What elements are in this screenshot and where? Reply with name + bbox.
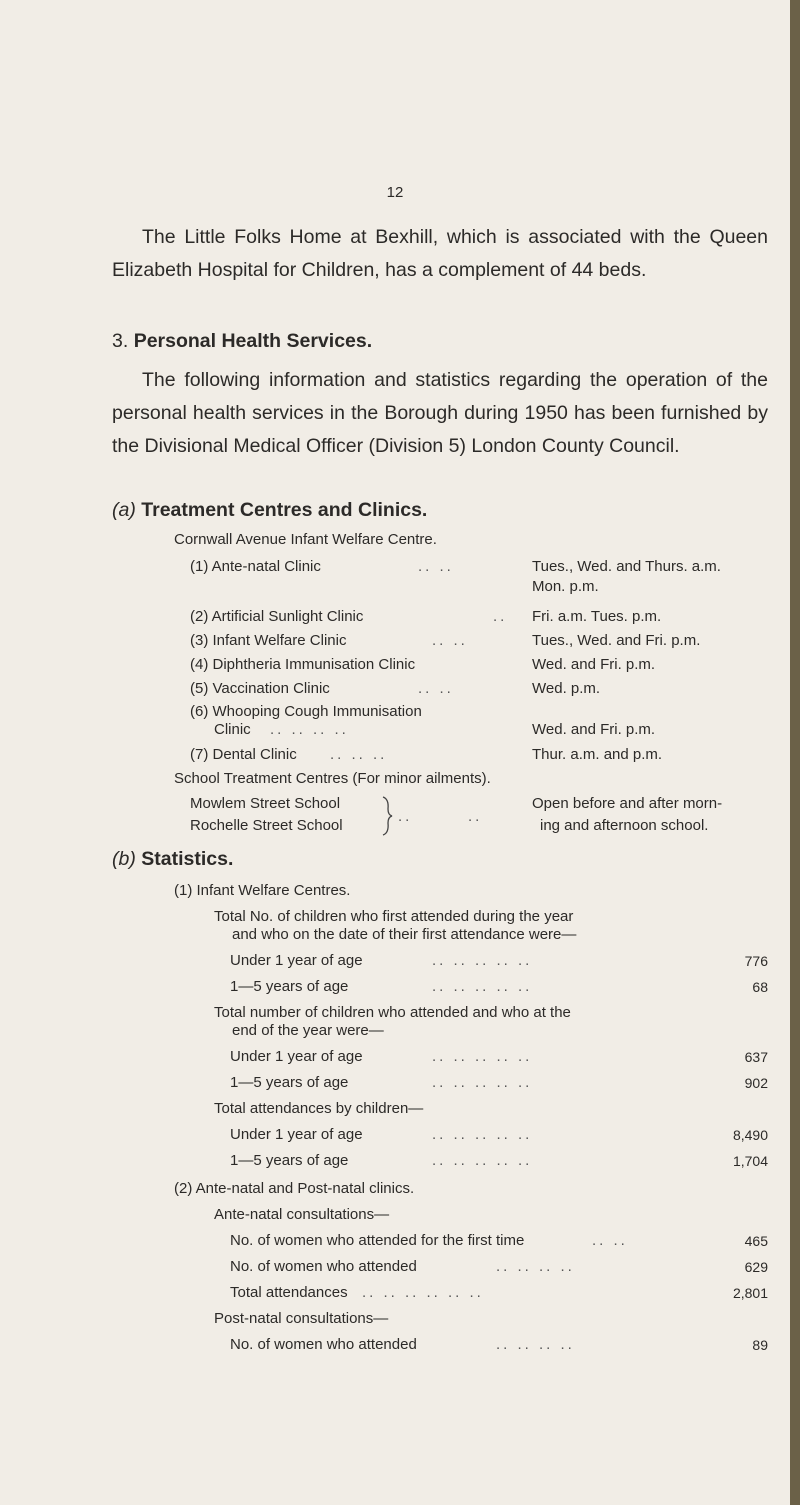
school-hours: Open before and after morn- xyxy=(532,795,723,812)
clinic-name: Clinic xyxy=(214,721,251,738)
part-b-label: (b) xyxy=(112,848,136,870)
clinic-name: (3) Infant Welfare Clinic xyxy=(190,632,347,649)
part-b-title: Statistics. xyxy=(141,848,234,870)
stat-subheading: Total attendances by children— xyxy=(214,1100,424,1117)
stat-subheading: Total No. of children who first attended during the year xyxy=(214,908,574,925)
stat-label: No. of women who attended for the first time xyxy=(230,1232,525,1249)
stat-subheading: end of the year were— xyxy=(232,1022,384,1039)
clinic-name: (2) Artificial Sunlight Clinic xyxy=(190,608,364,625)
clinic-time: Wed. and Fri. p.m. xyxy=(532,656,656,673)
stat-label: Total attendances xyxy=(230,1284,348,1301)
page-number: 12 xyxy=(386,184,404,201)
stat-value: 902 xyxy=(744,1075,768,1091)
stat-subheading: and who on the date of their first attendance were— xyxy=(232,926,577,943)
clinic-time: Tues., Wed. and Fri. p.m. xyxy=(532,632,701,649)
stat-label: No. of women who attended xyxy=(230,1258,417,1275)
natal-clinics-title: (2) Ante-natal and Post-natal clinics. xyxy=(174,1180,415,1197)
stat-label: Under 1 year of age xyxy=(230,1126,363,1143)
stat-label: Under 1 year of age xyxy=(230,952,363,969)
clinic-name: (5) Vaccination Clinic xyxy=(190,680,330,697)
school-hours: ing and afternoon school. xyxy=(540,817,709,834)
stat-value: 8,490 xyxy=(732,1127,768,1143)
stat-label: 1—5 years of age xyxy=(230,1074,349,1091)
stat-value: 637 xyxy=(744,1049,768,1065)
stat-value: 2,801 xyxy=(732,1285,768,1301)
school-name: Rochelle Street School xyxy=(190,817,343,834)
section-3-heading xyxy=(112,330,372,353)
page-edge xyxy=(790,0,800,1505)
section-3-paragraph: The following information and statistics regarding the operation of the personal health services in the Borough during 1950 has been furnished by the Divisional Medical Officer (Division 5) London County Council. xyxy=(112,369,768,457)
clinic-time: Wed. p.m. xyxy=(532,680,601,697)
part-a-title: Treatment Centres and Clinics. xyxy=(141,499,428,521)
stat-subheading: Post-natal consultations— xyxy=(214,1310,389,1327)
stat-label: 1—5 years of age xyxy=(230,978,349,995)
document-page: 12 The Little Folks Home at Bexhill, which is associated with the Queen Elizabeth Hospital for Children, has a complement of 44 beds. 3. Personal Health Services. The following information and statistics regarding the operation of the personal health services in the Borough during 1950 has been furnished by the Divisional Medical Officer (Division 5) London County Council. (a) Treatment Centres and Clinics. Cornwall Avenue Infant Welfare Centre. (1) Ante-natal Clinic .. .. Tues., Wed. and Thurs. a.m. Mon. p.m. (2) Artificial Sunlight Clinic .. Fri. a.m. Tues. p.m. (3) Infant Welfare Clinic .. .. Tues., Wed. and Fri. p.m. (4) Diphtheria Immunisation Clinic Wed. and Fri. p.m. (5) Vaccination Clinic .. .. Wed. p.m. (6) Whooping Cough Immunisation Clinic .. .. .. .. Wed. and Fri. p.m. (7) Dental Clinic .. .. .. Thur. a.m. and p.m. School Treatment Centres (For minor ailments). Mowlem Street School Rochelle Street School .. .. Open before and after morn- ing and afternoon school. (b) Statistics. (1) Infant Welfare Centres. Total No. of children who first attended during the year and who on the date of their first attendance were— Under 1 year of age .. .. .. .. .. 776 1—5 years of age .. .. .. .. .. 68 Total number of children who attended and who at the end of the year were— Under 1 year of age .. .. .. .. .. 637 1—5 years of age .. .. .. .. .. 902 Total attendances by children— Under 1 year of age .. .. .. .. .. 8,490 1—5 years of age .. .. .. .. .. 1,704 (2) Ante-natal and Post-natal clinics. Ante-natal consultations— No. of women who attended for the first time .. .. 465 No. of women who attended .. .. .. .. 629 Total attendances .. .. .. .. .. .. 2,801 Post-natal consultations— No. of women who attended .. .. .. .. 89 xyxy=(0,0,790,1505)
clinic-time: Fri. a.m. Tues. p.m. xyxy=(532,608,662,625)
stat-value: 1,704 xyxy=(732,1153,768,1169)
section-3-number: 3. xyxy=(112,330,129,352)
clinic-name: (7) Dental Clinic xyxy=(190,746,297,763)
stat-value: 629 xyxy=(744,1259,768,1275)
clinic-name: (6) Whooping Cough Immunisation xyxy=(190,703,422,720)
clinic-time: Thur. a.m. and p.m. xyxy=(532,746,663,763)
stat-label: No. of women who attended xyxy=(230,1336,417,1353)
stat-value: 68 xyxy=(752,979,768,995)
stat-value: 89 xyxy=(752,1337,768,1353)
brace-mark xyxy=(380,795,394,837)
school-name: Mowlem Street School xyxy=(190,795,341,812)
infant-welfare-title: (1) Infant Welfare Centres. xyxy=(174,882,351,899)
school-title: School Treatment Centres (For minor ailments). xyxy=(174,770,491,787)
part-a-heading xyxy=(112,499,427,522)
stat-subheading: Ante-natal consultations— xyxy=(214,1206,390,1223)
intro-paragraph: The Little Folks Home at Bexhill, which is associated with the Queen Elizabeth Hospital for Children, has a complement of 44 beds. xyxy=(112,226,768,281)
stat-label: Under 1 year of age xyxy=(230,1048,363,1065)
part-a-label: (a) xyxy=(112,499,136,521)
clinic-name: (4) Diphtheria Immunisation Clinic xyxy=(190,656,416,673)
stat-subheading: Total number of children who attended and who at the xyxy=(214,1004,571,1021)
clinic-time: Wed. and Fri. p.m. xyxy=(532,721,656,738)
section-3-title: Personal Health Services. xyxy=(133,330,373,352)
stat-label: 1—5 years of age xyxy=(230,1152,349,1169)
cornwall-title: Cornwall Avenue Infant Welfare Centre. xyxy=(174,531,437,548)
stat-value: 465 xyxy=(744,1233,768,1249)
stat-value: 776 xyxy=(744,953,768,969)
clinic-time: Mon. p.m. xyxy=(532,578,599,595)
clinic-name: (1) Ante-natal Clinic xyxy=(190,558,321,575)
clinic-time: Tues., Wed. and Thurs. a.m. xyxy=(532,558,721,575)
part-b-heading xyxy=(112,848,233,871)
